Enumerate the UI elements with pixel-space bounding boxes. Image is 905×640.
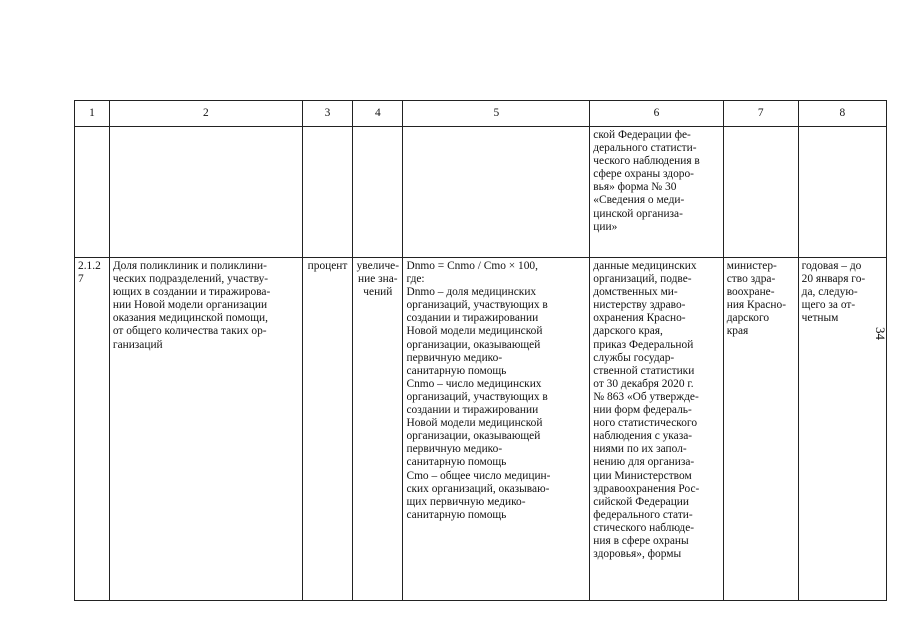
indicator-source — [590, 258, 723, 601]
text-line: федерального стати- — [593, 508, 693, 521]
text-line: ской Федерации фе- — [593, 129, 691, 141]
header-col-8: 8 — [798, 101, 886, 127]
table-row-continuation — [75, 127, 887, 258]
text-line: Dnmo – доля медицинских — [406, 286, 537, 299]
page-number: 34 — [873, 327, 888, 340]
text-line: ческих подразделений, участву- — [112, 273, 269, 286]
indicator-name — [109, 258, 302, 601]
text-line: чений — [363, 286, 393, 299]
text-line: нистерству здраво- — [593, 299, 686, 312]
text-line: организаций, подве- — [593, 273, 692, 286]
indicator-deadline — [798, 258, 886, 601]
text-line: создании и тиражировании — [406, 404, 539, 417]
text-line: ство здра- — [726, 273, 776, 286]
table-header-row — [75, 101, 887, 127]
text-line: первичную медико- — [406, 443, 503, 456]
header-col-1: 1 — [75, 101, 110, 127]
text-line: да, следую- — [801, 286, 858, 299]
text-line: нии форм федераль- — [593, 404, 692, 417]
text-line: Новой модели медицинской — [406, 325, 543, 338]
text-line: здравоохранения Рос- — [593, 482, 700, 495]
text-line: организации, оказывающей — [406, 338, 541, 351]
text-line: Dnmo = Cnmo / Cmo × 100, — [406, 260, 538, 272]
text-line: ственной статистики — [593, 364, 695, 377]
text-line: цинской организа- — [593, 207, 683, 220]
text-line: санитарную помощь — [406, 508, 507, 521]
text-line: первичную медико- — [406, 351, 503, 364]
text-line: ции Министерством — [593, 469, 692, 482]
text-line: домственных ми- — [593, 286, 678, 299]
text-line: сфере охраны здоро- — [593, 168, 694, 181]
text-line: санитарную помощь — [406, 456, 507, 469]
header-col-7: 7 — [723, 101, 798, 127]
text-line: сийской Федерации — [593, 495, 689, 508]
header-col-2: 2 — [109, 101, 302, 127]
cont-cell-3 — [302, 127, 352, 258]
text-line: организаций, участвующих в — [406, 299, 548, 312]
text-line: годовая – до — [801, 260, 862, 272]
indicator-number: 2.1.27 — [75, 258, 110, 601]
table-row-2-1-27 — [75, 258, 887, 601]
text-line: наблюдения с указа- — [593, 430, 693, 443]
text-line: щих первичную медико- — [406, 495, 526, 508]
indicator-unit: процент — [302, 258, 352, 601]
text-line: края — [726, 325, 749, 338]
text-line: ганизаций — [112, 338, 163, 351]
cont-cell-source — [590, 127, 723, 258]
text-line: организации, оказывающей — [406, 430, 541, 443]
indicator-direction — [353, 258, 403, 601]
text-line: где: — [406, 273, 425, 286]
indicator-responsible — [723, 258, 798, 601]
text-line: оказания медицинской помощи, — [112, 312, 268, 325]
text-line: здоровья», формы — [593, 548, 682, 561]
text-line: стического наблюде- — [593, 521, 695, 534]
text-line: Cnmo – число медицинских — [406, 377, 542, 390]
text-line: организаций, участвующих в — [406, 390, 548, 403]
text-line: создании и тиражировании — [406, 312, 539, 325]
text-line: Новой модели медицинской — [406, 417, 543, 430]
text-line: приказ Федеральной — [593, 338, 694, 351]
text-line: Доля поликлиник и поликлини- — [112, 260, 267, 272]
text-line: ции» — [593, 220, 618, 233]
cont-cell-4 — [353, 127, 403, 258]
header-col-5: 5 — [403, 101, 590, 127]
text-line: ние зна- — [358, 273, 398, 286]
text-line: ющих в создании и тиражирова- — [112, 286, 271, 299]
text-line: от общего количества таких ор- — [112, 325, 267, 338]
text-line: нии Новой модели организации — [112, 299, 268, 312]
text-line: от 30 декабря 2020 г. — [593, 377, 694, 390]
text-line: ния в сфере охраны — [593, 534, 689, 547]
text-line: министер- — [726, 260, 777, 272]
cont-cell-5 — [403, 127, 590, 258]
text-line: ного статистического — [593, 417, 698, 430]
header-col-3: 3 — [302, 101, 352, 127]
indicator-formula — [403, 258, 590, 601]
cont-cell-8 — [798, 127, 886, 258]
text-line: ческого наблюдения в — [593, 155, 700, 168]
text-line: Cmo – общее число медицин- — [406, 469, 551, 482]
text-line: ния Красно- — [726, 299, 787, 312]
text-line: ских организаций, оказываю- — [406, 482, 550, 495]
header-col-6: 6 — [590, 101, 723, 127]
text-line: дерального статисти- — [593, 142, 697, 155]
text-line: четным — [801, 312, 839, 325]
text-line: ниями по их запол- — [593, 443, 687, 456]
text-line: «Сведения о меди- — [593, 194, 685, 207]
text-line: санитарную помощь — [406, 364, 507, 377]
text-line: воохране- — [726, 286, 775, 299]
indicator-table — [74, 100, 887, 601]
cont-cell-2 — [109, 127, 302, 258]
text-line: охранения Красно- — [593, 312, 686, 325]
cont-cell-7 — [723, 127, 798, 258]
text-line: нению для организа- — [593, 456, 695, 469]
text-line: данные медицинских — [593, 260, 697, 272]
text-line: № 863 «Об утвержде- — [593, 390, 699, 403]
text-line: дарского края, — [593, 325, 663, 338]
text-line: щего за от- — [801, 299, 856, 312]
header-col-4: 4 — [353, 101, 403, 127]
text-line: вья» форма № 30 — [593, 181, 677, 194]
text-line: службы государ- — [593, 351, 675, 364]
text-line: 20 января го- — [801, 273, 866, 286]
cont-cell-1 — [75, 127, 110, 258]
text-line: увеличе- — [356, 260, 400, 272]
text-line: дарского — [726, 312, 770, 325]
